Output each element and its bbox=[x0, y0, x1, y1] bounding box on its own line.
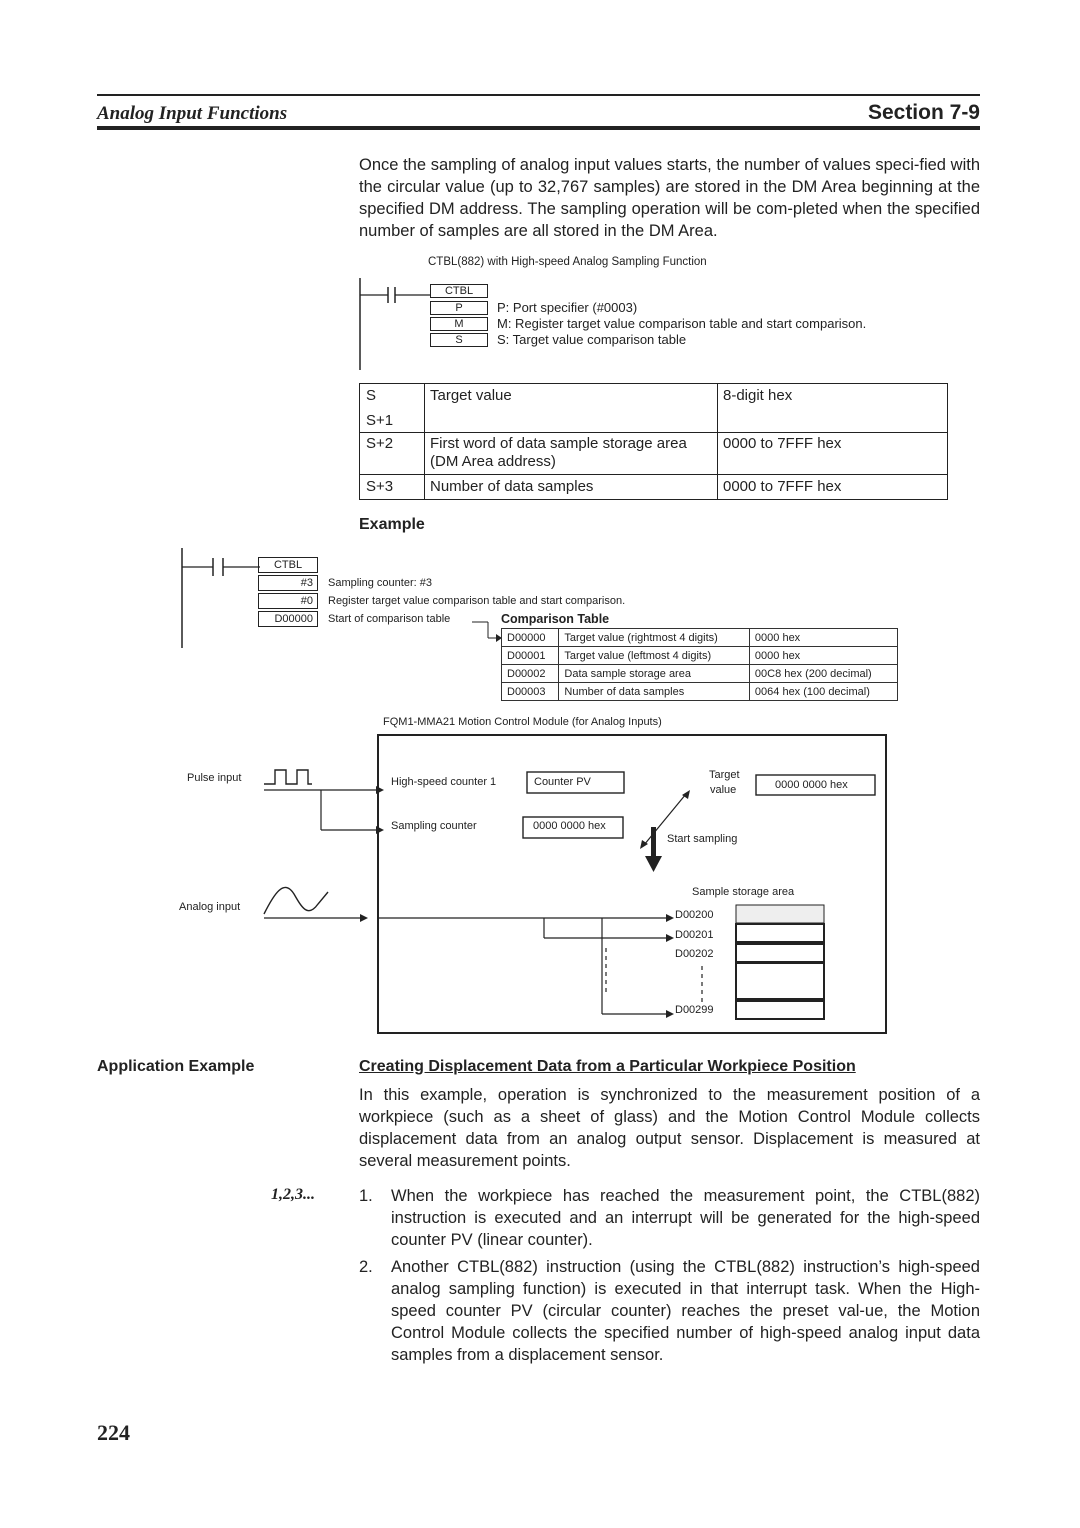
header-rule-bottom bbox=[97, 126, 980, 130]
step-text: When the workpiece has reached the measurement point, the CTBL(882) instruction is executed and an interrupt will be generated for the high-speed counter PV (linear counter). bbox=[391, 1187, 980, 1249]
example-note-2: Register target value comparison table and start comparison. bbox=[328, 595, 626, 607]
steps-label: 1,2,3... bbox=[271, 1186, 315, 1203]
pulse-input-label: Pulse input bbox=[187, 772, 242, 784]
table-row bbox=[502, 629, 898, 647]
table-row bbox=[502, 683, 898, 701]
example-operand-1: #3 bbox=[258, 575, 318, 591]
operand-spec-table bbox=[359, 383, 948, 500]
address-d00202: D00202 bbox=[675, 948, 714, 960]
example-heading: Example bbox=[359, 516, 425, 533]
sampling-counter-label: Sampling counter bbox=[391, 820, 477, 832]
step-number: 1. bbox=[359, 1187, 373, 1205]
cmp-cell: Data sample storage area bbox=[559, 665, 750, 683]
example-operand-2: #0 bbox=[258, 593, 318, 609]
analog-input-label: Analog input bbox=[179, 901, 241, 913]
running-header-title: Analog Input Functions bbox=[97, 103, 288, 124]
cmp-cell: D00003 bbox=[502, 683, 559, 701]
ctbl-note-s: S: Target value comparison table bbox=[497, 332, 687, 347]
application-body: In this example, operation is synchronized to the measurement position of a workpiece (such as a sheet of glass) and the Motion Control Module collects displacement data from an analog output sensor. Displacement is measured at several measurement points. bbox=[359, 1086, 980, 1170]
address-d00200: D00200 bbox=[675, 909, 714, 921]
spec-row-s1-operand: S+1 bbox=[366, 412, 394, 429]
address-d00299: D00299 bbox=[675, 1004, 714, 1016]
spec-row-s3-desc: Number of data samples bbox=[430, 478, 594, 495]
table-row bbox=[502, 665, 898, 683]
ctbl-note-p: P: Port specifier (#0003) bbox=[497, 300, 638, 315]
running-header-section: Section 7-9 bbox=[867, 101, 980, 124]
example-ladder-diagram bbox=[178, 548, 268, 650]
spec-row-s-range: 8-digit hex bbox=[723, 387, 793, 404]
cmp-cell: 00C8 hex (200 decimal) bbox=[749, 665, 897, 683]
spec-row-s3-operand: S+3 bbox=[366, 478, 394, 495]
spec-row-s2-desc: First word of data sample storage area (DM Area address) bbox=[430, 435, 687, 470]
ctbl-note-m: M: Register target value comparison table and start comparison. bbox=[497, 316, 867, 331]
cmp-cell: Target value (leftmost 4 digits) bbox=[559, 647, 750, 665]
target-value-box: 0000 0000 hex bbox=[775, 779, 848, 791]
spec-row-s-operand: S bbox=[366, 387, 377, 404]
spec-row-s-desc: Target value bbox=[430, 387, 512, 404]
address-d00201: D00201 bbox=[675, 929, 714, 941]
cmp-cell: 0000 hex bbox=[749, 647, 897, 665]
counter-pv-box: Counter PV bbox=[534, 776, 591, 788]
example-block-name: CTBL bbox=[258, 557, 318, 573]
sampling-counter-box: 0000 0000 hex bbox=[533, 820, 606, 832]
cmp-cell: 0000 hex bbox=[749, 629, 897, 647]
ctbl-block-name: CTBL bbox=[430, 284, 488, 298]
ctbl-operand-s: S bbox=[430, 333, 488, 347]
page-number: 224 bbox=[97, 1420, 130, 1445]
table-row bbox=[502, 647, 898, 665]
spec-row-s2-range: 0000 to 7FFF hex bbox=[723, 435, 842, 452]
cmp-cell: D00002 bbox=[502, 665, 559, 683]
cmp-cell: D00001 bbox=[502, 647, 559, 665]
intro-paragraph: Once the sampling of analog input values starts, the number of values speci-fied with the circular value (up to 32,767 samples) are stored in the DM Area beginning at the specified DM address. The sampling operation will be com-pleted when the specified number of samples are all stored in the DM Area. bbox=[359, 156, 980, 240]
value-label: value bbox=[710, 784, 737, 796]
storage-area-label: Sample storage area bbox=[692, 886, 795, 898]
example-note-3: Start of comparison table bbox=[328, 613, 451, 625]
ctbl-caption: CTBL(882) with High-speed Analog Sampling Function bbox=[428, 256, 707, 268]
application-heading: Creating Displacement Data from a Particular Workpiece Position bbox=[359, 1058, 856, 1075]
cmp-cell: D00000 bbox=[502, 629, 559, 647]
list-item bbox=[359, 1256, 980, 1368]
module-caption: FQM1-MMA21 Motion Control Module (for Analog Inputs) bbox=[383, 716, 662, 728]
header-rule-top bbox=[97, 94, 980, 96]
cmp-cell: Number of data samples bbox=[559, 683, 750, 701]
cmp-cell: 0064 hex (100 decimal) bbox=[749, 683, 897, 701]
comparison-table-arrow bbox=[470, 614, 504, 644]
start-sampling-label: Start sampling bbox=[667, 833, 738, 845]
comparison-table-title: Comparison Table bbox=[501, 612, 610, 626]
spec-row-s3-range: 0000 to 7FFF hex bbox=[723, 478, 842, 495]
example-note-1: Sampling counter: #3 bbox=[328, 577, 432, 589]
step-text: Another CTBL(882) instruction (using the CTBL(882) instruction’s high-speed analog sampling function) is executed in that interrupt task. When the High-speed counter PV (circular counter) reaches the preset val-ue, the Motion Control Module collects the specified number of high-speed analog input data samples from a displacement sensor. bbox=[391, 1258, 980, 1364]
spec-row-s2-operand: S+2 bbox=[366, 435, 394, 452]
ctbl-operand-m: M bbox=[430, 317, 488, 331]
application-example-label: Application Example bbox=[97, 1058, 255, 1075]
cmp-cell: Target value (rightmost 4 digits) bbox=[559, 629, 750, 647]
hs-counter-label: High-speed counter 1 bbox=[391, 776, 497, 788]
ctbl-operand-p: P bbox=[430, 301, 488, 315]
list-item bbox=[359, 1185, 980, 1255]
step-number: 2. bbox=[359, 1258, 373, 1276]
example-operand-3: D00000 bbox=[258, 611, 318, 627]
target-label: Target bbox=[709, 769, 740, 781]
comparison-table bbox=[501, 628, 898, 701]
